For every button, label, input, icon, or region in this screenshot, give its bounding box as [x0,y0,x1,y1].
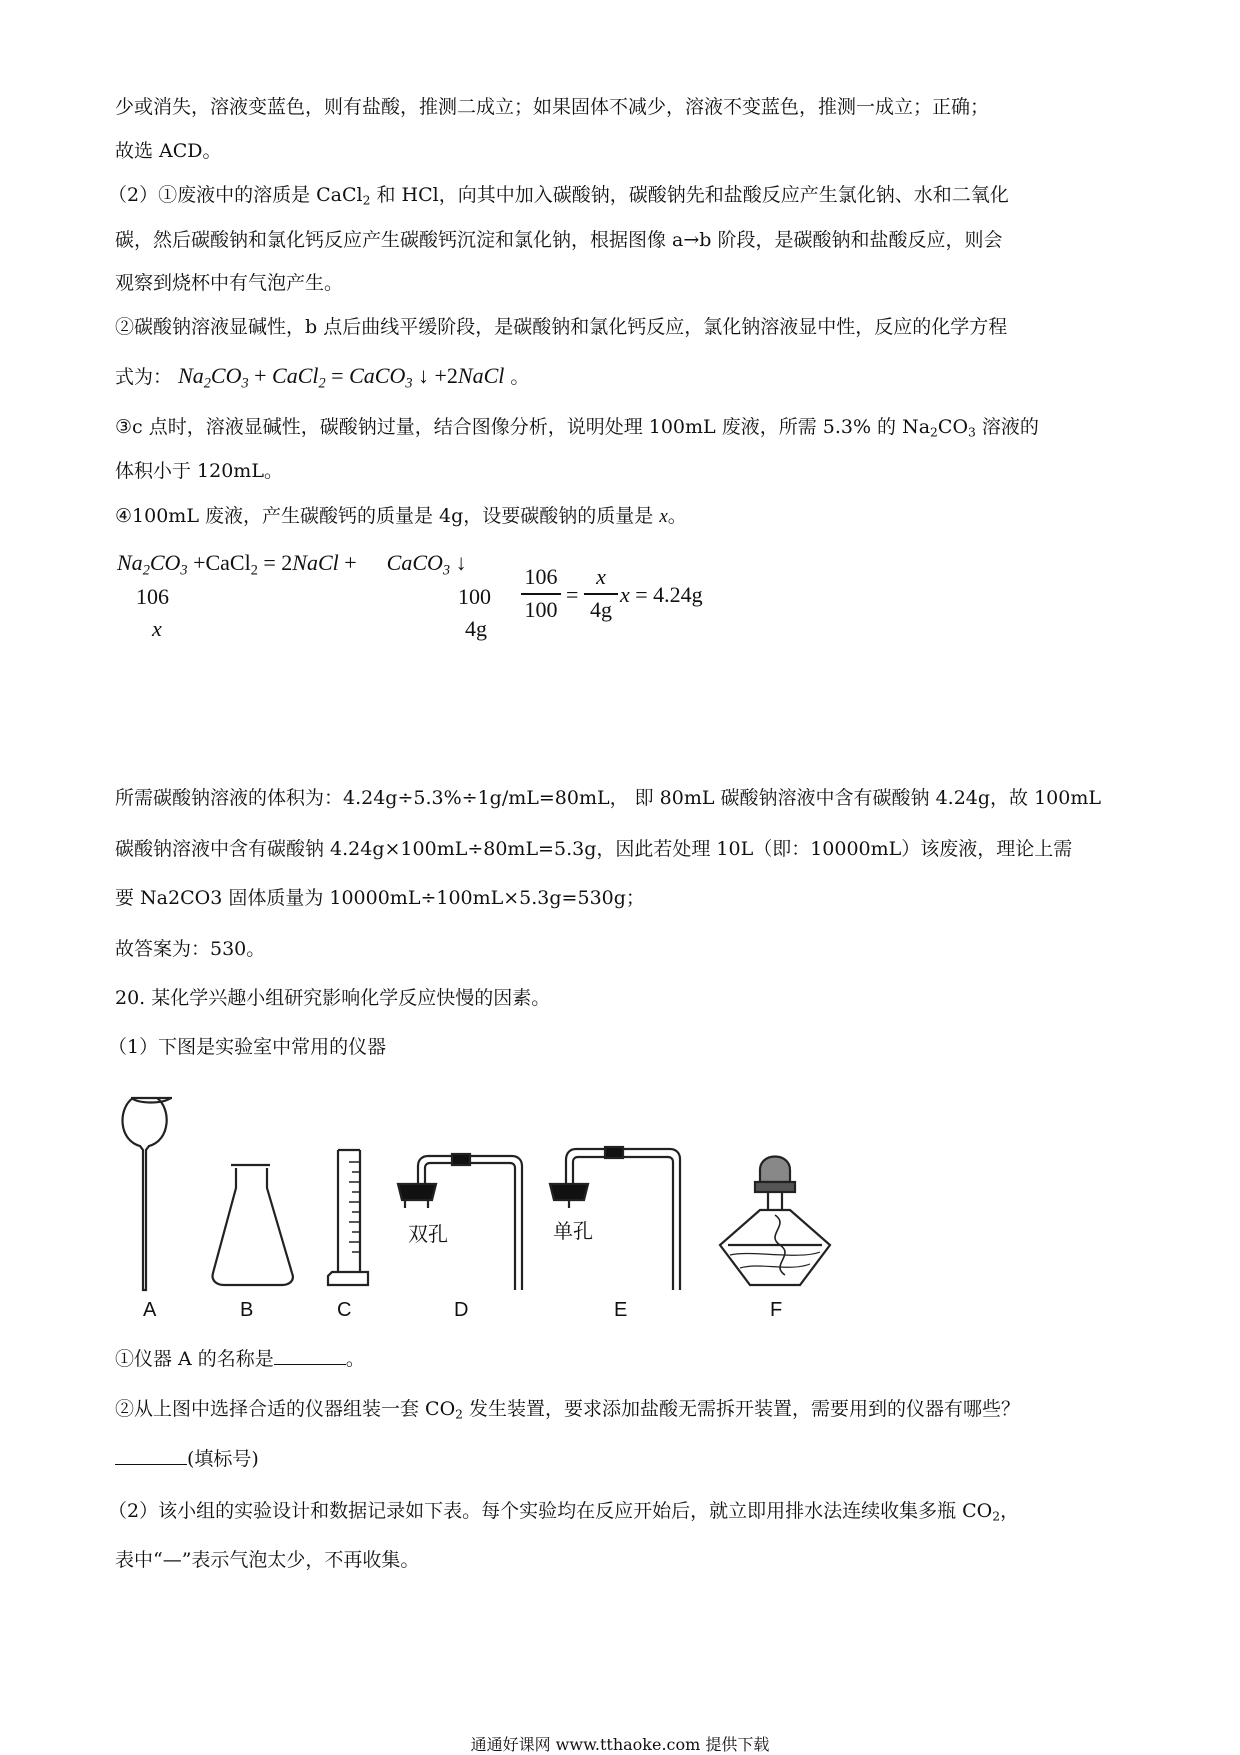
text: ③c 点时，溶液显碱性，碳酸钠过量，结合图像分析，说明处理 100mL 废液，所需 5.3% 的 Na [115,416,931,438]
graduated-cylinder-icon [328,1150,368,1285]
stopper-label-double: 双孔 [408,1224,448,1246]
double-hole-stopper-icon [398,1154,522,1290]
text: 故答案为：530。 [115,938,266,960]
text: （2）①废液中的溶质是 CaCl [108,184,363,206]
text: ②碳酸钠溶液显碱性，b 点后曲线平缓阶段，是碳酸钠和氯化钙反应，氯化钠溶液显中性，反应的化学方程 [115,316,1008,338]
apparatus-label-c: C [337,1299,352,1321]
stopper-label-single: 单孔 [553,1221,593,1243]
equals-sign: = [566,582,579,607]
mass-106: 106 [136,584,169,609]
alcohol-lamp-icon [720,1157,830,1286]
text: 和 HCl，向其中加入碳酸钠，碳酸钠先和盐酸反应产生氯化钠、水和二氧化 [370,184,1009,206]
text-line: ④100mL 废液，产生碳酸钙的质量是 4g，设要碳酸钠的质量是 x。 [115,505,687,527]
text-line: ①仪器 A 的名称是 。 [115,1348,365,1370]
text: 所需碳酸钠溶液的体积为：4.24g÷5.3%÷1g/mL=80mL， 即 80mL 碳酸钠溶液中含有碳酸钠 4.24g，故 100mL [115,787,1101,809]
single-hole-stopper-icon [550,1147,680,1290]
text: ①仪器 A 的名称是 [115,1348,274,1370]
text: 碳酸钠溶液中含有碳酸钠 4.24g×100mL÷80mL=5.3g，因此若处理 10L（即：10000mL）该废液，理论上需 [115,838,1073,860]
text-line [115,1551,419,1570]
mass-4g: 4g [465,616,487,641]
chemical-equation: $Na_2CO_3$ + CaCl$_2$ = CaCO$_3$ ↓ +2NaCl [178,363,505,392]
text-line [115,1450,259,1469]
text-line: ②从上图中选择合适的仪器组装一套 $CO_2$ 发生装置，要求添加盐酸无需拆开装置，需要用到的仪器有哪些？ [115,1398,1021,1422]
text: 要 Na2CO3 固体质量为 10000mL÷100mL×5.3g=530g； [115,887,645,909]
answer-blank[interactable] [115,1463,187,1465]
fraction-numerator: 106 [524,564,558,589]
text: 表中“—”表示气泡太少，不再收集。 [115,1549,420,1571]
text-line: （2）该小组的实验设计和数据记录如下表。每个实验均在反应开始后，就立即用排水法连续收集多瓶 $CO_2$， [108,1500,1020,1524]
text: 碳，然后碳酸钠和氯化钙反应产生碳酸钙沉淀和氯化钠，根据图像 a→b 阶段，是碳酸钠和盐酸反应，则会 [115,229,1003,251]
conical-flask-icon [213,1165,293,1285]
mass-x: x [152,616,162,641]
apparatus-label-b: B [240,1299,254,1321]
thistle-funnel-icon [123,1098,172,1290]
fraction-denominator: 4g [590,597,612,622]
variable-x: x [659,506,668,527]
text-line: ③c 点时，溶液显碱性，碳酸钠过量，结合图像分析，说明处理 100mL 废液，所需 5.3% 的 $Na_2CO_3$ 溶液的 [115,416,1039,440]
text: （2）该小组的实验设计和数据记录如下表。每个实验均在反应开始后，就立即用排水法连续收集多瓶 CO [108,1500,993,1522]
calc-equation: $Na_2CO_3$ +CaCl$_2$ = 2NaCl + CaCO$_3$ ↓ [117,550,467,579]
text: 。 [504,366,530,388]
calc-result: x = 4.24g [620,582,703,607]
subscript: 2 [362,193,371,208]
apparatus-label-a: A [143,1299,157,1321]
text: 式为： [115,366,173,388]
text: ②从上图中选择合适的仪器组装一套 CO [115,1398,456,1420]
apparatus-label-d: D [454,1299,469,1321]
text: （1）下图是实验室中常用的仪器 [108,1036,387,1058]
fraction-numerator: x [596,564,606,589]
text: ④100mL 废液，产生碳酸钙的质量是 4g，设要碳酸钠的质量是 [115,505,660,527]
apparatus-label-f: F [770,1299,783,1321]
page-footer: 通通好课网 www.tthaoke.com 提供下载 [470,1735,770,1754]
text: 体积小于 120mL。 [115,460,283,482]
text: (填标号) [187,1448,259,1470]
text: 少或消失，溶液变蓝色，则有盐酸，推测二成立；如果固体不减少，溶液不变蓝色，推测一成立；正确； [115,96,990,118]
fraction-denominator: 100 [524,597,558,622]
text: 故选 ACD。 [115,140,222,162]
text: 20. 某化学兴趣小组研究影响化学反应快慢的因素。 [115,987,551,1009]
mass-100: 100 [458,584,491,609]
answer-blank[interactable] [274,1363,346,1365]
apparatus-label-e: E [614,1299,628,1321]
text: 观察到烧杯中有气泡产生。 [115,272,344,294]
